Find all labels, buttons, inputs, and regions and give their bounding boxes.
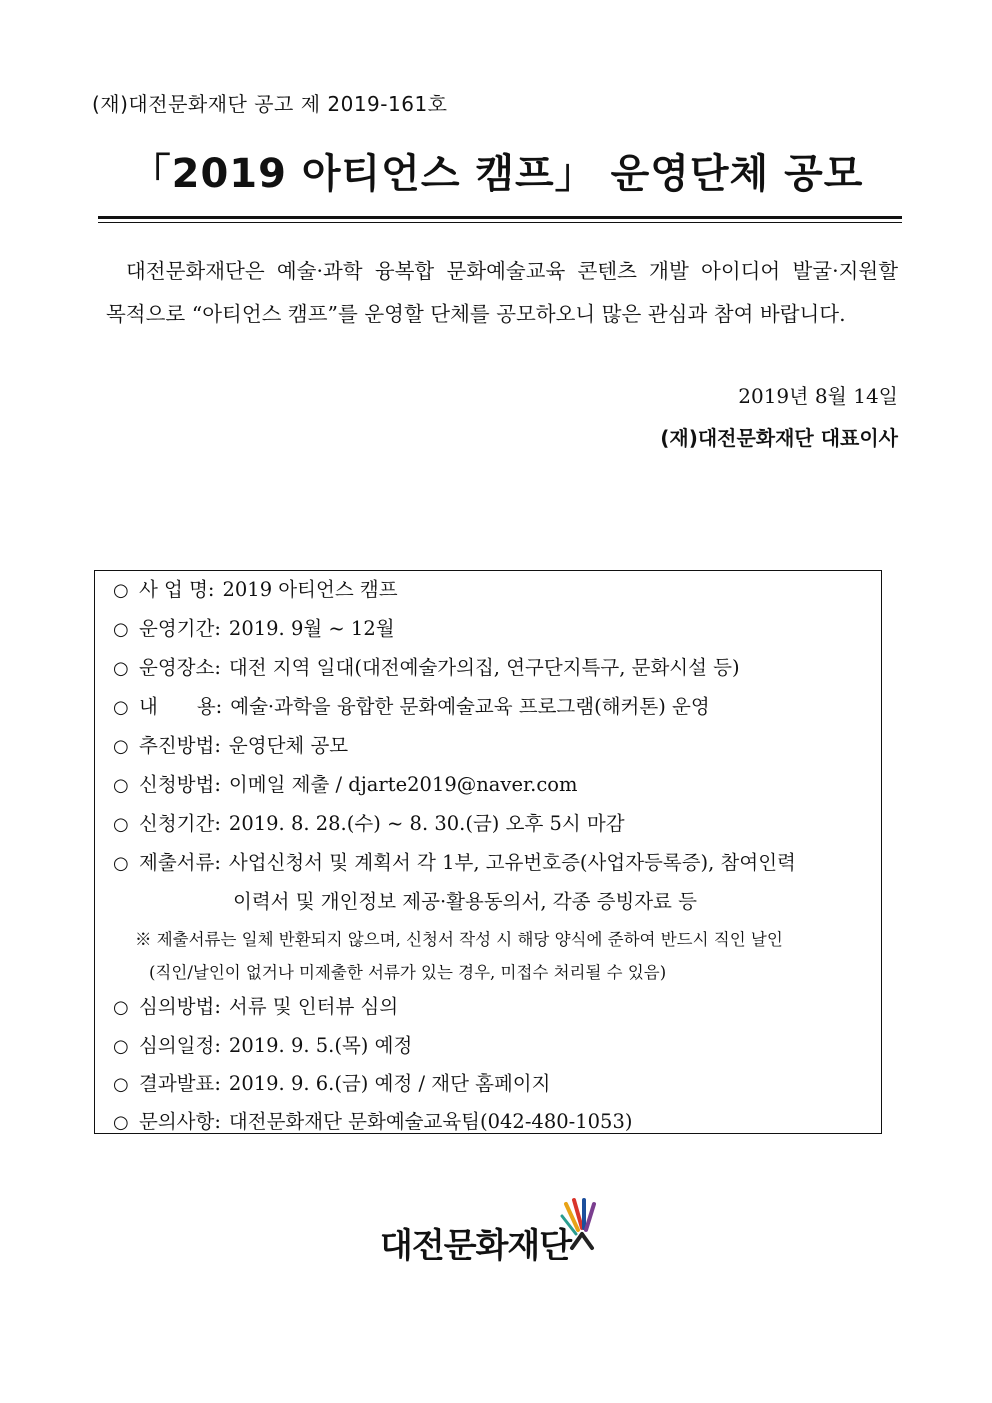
list-item (113, 769, 578, 797)
bullet-icon: ○ (113, 736, 129, 757)
item-label: 내 용: (139, 695, 223, 718)
title-rule-thin (98, 222, 902, 223)
item-label: 신청방법: (139, 773, 221, 796)
list-item (113, 1068, 550, 1096)
item-value: 2019. 9월 ~ 12월 (228, 617, 395, 640)
item-value: 2019 아티언스 캠프 (222, 578, 398, 601)
list-item (113, 652, 740, 680)
item-value: 2019. 8. 28.(수) ~ 8. 30.(금) 오후 5시 마감 (228, 812, 625, 835)
issuer: (재)대전문화재단 대표이사 (660, 426, 898, 450)
list-item (113, 613, 395, 641)
list-item (113, 847, 796, 875)
bullet-icon: ○ (113, 853, 129, 874)
logo-mark-icon (558, 1196, 598, 1256)
page-title: 「2019 아티언스 캠프」 운영단체 공모 (130, 151, 864, 197)
bullet-icon: ○ (113, 1112, 129, 1133)
list-item (113, 730, 348, 758)
item-value: 2019. 9. 6.(금) 예정 / 재단 홈페이지 (228, 1072, 551, 1095)
bullet-icon: ○ (113, 775, 129, 796)
bullet-icon: ○ (113, 1036, 129, 1057)
item-label: 심의일정: (139, 1034, 221, 1057)
logo-stroke (572, 1234, 582, 1248)
list-item (113, 808, 625, 836)
item-label: 신청기간: (139, 812, 221, 835)
intro-paragraph: 대전문화재단은 예술·과학 융복합 문화예술교육 콘텐츠 개발 아이디어 발굴·지원할 목적으로 “아티언스 캠프”를 운영할 단체를 공모하오니 많은 관심과 참여 바랍니다. (106, 259, 898, 326)
item-value: 이메일 제출 / djarte2019@naver.com (228, 773, 578, 796)
documents-continuation: 이력서 및 개인정보 제공·활용동의서, 각종 증빙자료 등 (233, 890, 698, 913)
bullet-icon: ○ (113, 997, 129, 1018)
item-value: 대전문화재단 문화예술교육팀(042-480-1053) (228, 1110, 633, 1133)
item-label: 사 업 명: (139, 578, 215, 601)
list-item (113, 574, 398, 602)
bullet-icon: ○ (113, 580, 129, 601)
list-item (113, 991, 398, 1019)
notice-number: (재)대전문화재단 공고 제 2019-161호 (92, 92, 448, 116)
item-label: 심의방법: (139, 995, 221, 1018)
item-value: 예술·과학을 융합한 문화예술교육 프로그램(해커톤) 운영 (230, 695, 710, 718)
item-label: 운영장소: (139, 656, 221, 679)
bullet-icon: ○ (113, 814, 129, 835)
foundation-logo (380, 1196, 620, 1266)
documents-note-detail: (직인/날인이 없거나 미제출한 서류가 있는 경우, 미접수 처리될 수 있음) (149, 963, 667, 982)
logo-stroke (582, 1234, 592, 1248)
item-label: 문의사항: (139, 1110, 221, 1133)
item-value: 운영단체 공모 (228, 734, 349, 757)
logo-stroke (586, 1204, 594, 1230)
list-item (113, 1106, 632, 1134)
list-item (113, 691, 710, 719)
title-rule-thick (98, 216, 902, 219)
item-label: 제출서류: (139, 851, 221, 874)
item-label: 추진방법: (139, 734, 221, 757)
logo-text: 대전문화재단 (380, 1226, 572, 1266)
documents-note: ※ 제출서류는 일체 반환되지 않으며, 신청서 작성 시 해당 양식에 준하여 반드시 직인 날인 (135, 930, 783, 949)
info-box (94, 570, 882, 1134)
bullet-icon: ○ (113, 619, 129, 640)
item-label: 운영기간: (139, 617, 221, 640)
bullet-icon: ○ (113, 697, 129, 718)
item-value: 대전 지역 일대(대전예술가의집, 연구단지특구, 문화시설 등) (228, 656, 740, 679)
item-value: 서류 및 인터뷰 심의 (228, 995, 399, 1018)
list-item (113, 1030, 412, 1058)
notice-date: 2019년 8월 14일 (738, 384, 898, 408)
bullet-icon: ○ (113, 658, 129, 679)
item-label: 결과발표: (139, 1072, 221, 1095)
item-value: 사업신청서 및 계획서 각 1부, 고유번호증(사업자등록증), 참여인력 (228, 851, 796, 874)
item-value: 2019. 9. 5.(목) 예정 (228, 1034, 413, 1057)
bullet-icon: ○ (113, 1074, 129, 1095)
